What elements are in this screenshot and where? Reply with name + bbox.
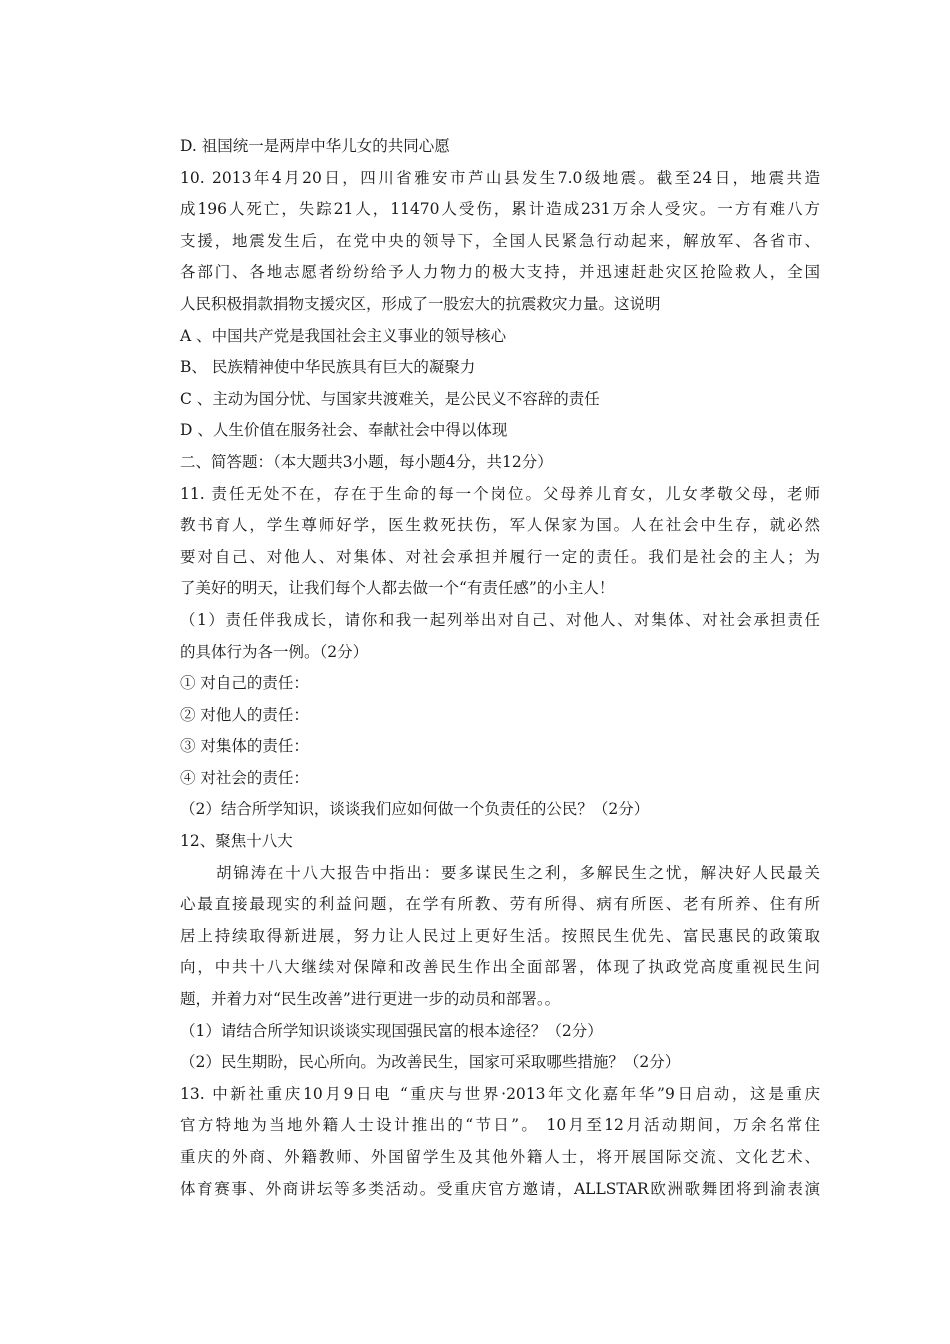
q11-sub1-line: 的具体行为各一例。（2分） [180, 642, 369, 661]
q11-line: 11. 责任无处不在，存在于生命的每一个岗位。父母养儿育女，儿女孝敬父母，老师 [180, 484, 820, 503]
q13-stem [180, 1079, 820, 1205]
q10-line: 支援，地震发生后，在党中央的领导下，全国人民紧急行动起来，解放军、各省市、 [180, 231, 820, 250]
q11-sub2: （2）结合所学知识，谈谈我们应如何做一个负责任的公民？（2分） [180, 800, 650, 819]
q10-option-a: A 、中国共产党是我国社会主义事业的领导核心 [180, 326, 507, 345]
q12-sub1: （1）请结合所学知识谈谈实现国强民富的根本途径？（2分） [180, 1021, 603, 1040]
q10-line: 10. 2013年4月20日，四川省雅安市芦山县发生7.0级地震。截至24日，地震共造 [180, 168, 820, 187]
q11-line: 教书育人，学生尊师好学，医生救死扶伤，军人保家为国。人在社会中生存，就必然 [180, 516, 820, 535]
q11-sub1-line: （1）责任伴我成长，请你和我一起列举出对自己、对他人、对集体、对社会承担责任 [180, 610, 820, 629]
exam-page [180, 131, 820, 1205]
q13-line: 官方特地为当地外籍人士设计推出的“节日”。 10月至12月活动期间，万余名常住 [180, 1116, 820, 1135]
q11-item-others: ② 对他人的责任： [180, 705, 309, 724]
q11-item-collective: ③ 对集体的责任： [180, 737, 309, 756]
q13-line: 13. 中新社重庆10月9日电 “重庆与世界·2013年文化嘉年华”9日启动，这是重庆 [180, 1084, 820, 1103]
q12-line: 题，并着力对“民生改善”进行更进一步的动员和部署。。 [180, 990, 561, 1009]
q10-option-c: C 、主动为国分忧、与国家共渡难关，是公民义不容辞的责任 [180, 389, 600, 408]
q9-option-d: D. 祖国统一是两岸中华儿女的共同心愿 [180, 137, 450, 155]
q12-title: 12、聚焦十八大 [180, 832, 293, 851]
q10-line: 各部门、各地志愿者纷纷给予人力物力的极大支持，并迅速赶赴灾区抢险救人，全国 [180, 263, 820, 282]
q12-line: 心最直接最现实的利益问题，在学有所教、劳有所得、病有所医、老有所养、住有所 [180, 895, 820, 914]
q10-option-b: B、 民族精神使中华民族具有巨大的凝聚力 [180, 358, 476, 377]
q12-passage [180, 858, 820, 1016]
q10-stem [180, 163, 820, 321]
q13-line: 重庆的外商、外籍教师、外国留学生及其他外籍人士，将开展国际交流、文化艺术、 [180, 1148, 820, 1166]
q11-line: 了美好的明天，让我们每个人都去做一个“有责任感”的小主人！ [180, 579, 615, 598]
q12-line: 居上持续取得新进展，努力让人民过上更好生活。按照民生优先、富民惠民的政策取 [180, 926, 820, 945]
q10-option-d: D 、人生价值在服务社会、奉献社会中得以体现 [180, 421, 508, 440]
q11-stem [180, 479, 820, 605]
q11-items [180, 668, 820, 794]
q11-line: 要对自己、对他人、对集体、对社会承担并履行一定的责任。我们是社会的主人；为 [180, 547, 820, 566]
section-heading: 二、简答题：（本大题共3小题，每小题4分，共12分） [180, 452, 553, 471]
q13-line: 体育赛事、外商讲坛等多类活动。受重庆官方邀请，ALLSTAR欧洲歌舞团将到渝表演 [180, 1179, 820, 1198]
q11-item-self: ① 对自己的责任： [180, 674, 309, 693]
q12-line: 向，中共十八大继续对保障和改善民生作出全面部署，体现了执政党高度重视民生问 [180, 958, 820, 977]
q10-options [180, 321, 820, 447]
q12-sub2: （2）民生期盼，民心所向。为改善民生，国家可采取哪些措施？（2分） [180, 1053, 681, 1072]
q10-line: 成196人死亡，失踪21人，11470人受伤，累计造成231万余人受灾。一方有难八方 [180, 200, 820, 219]
q11-item-society: ④ 对社会的责任： [180, 768, 309, 787]
q10-line: 人民积极捐款捐物支援灾区，形成了一股宏大的抗震救灾力量。这说明 [180, 294, 661, 313]
q11-sub1 [180, 605, 820, 668]
q12-line: 胡锦涛在十八大报告中指出：要多谋民生之利，多解民生之忧，解决好人民最关 [216, 863, 820, 882]
